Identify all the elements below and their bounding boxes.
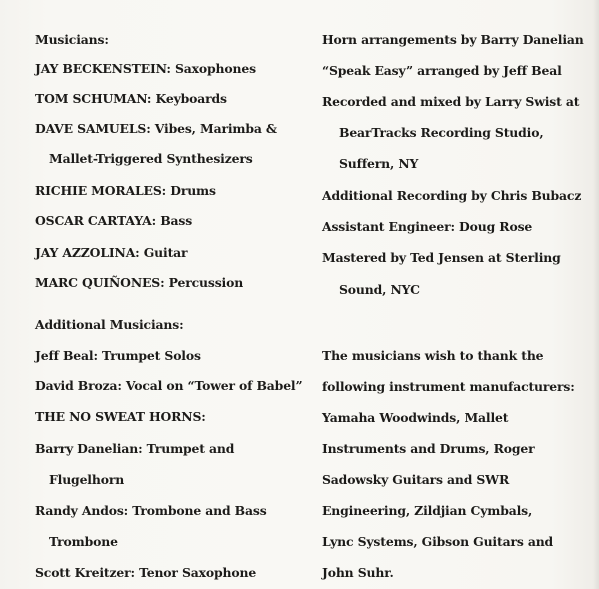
production-line: Assistant Engineer: Doug Rose (322, 219, 533, 234)
page-edge-shadow (593, 0, 599, 589)
credit-line: DAVE SAMUELS: Vibes, Marimba & (35, 121, 277, 136)
credit-line: JAY AZZOLINA: Guitar (35, 245, 188, 260)
credit-line: OSCAR CARTAYA: Bass (35, 213, 193, 228)
credit-line-continued: Mallet-Triggered Synthesizers (49, 151, 253, 166)
production-line-continued: Sound, NYC (339, 282, 420, 297)
credit-line: Scott Kreitzer: Tenor Saxophone (35, 565, 257, 580)
credit-line: RICHIE MORALES: Drums (35, 183, 216, 198)
credit-line-continued: Trombone (49, 534, 118, 549)
thanks-line: Engineering, Zildjian Cymbals, (322, 503, 533, 518)
credit-line: Randy Andos: Trombone and Bass (35, 503, 267, 518)
production-line: Mastered by Ted Jensen at Sterling (322, 250, 561, 265)
thanks-line: Lync Systems, Gibson Guitars and (322, 534, 554, 549)
thanks-line: The musicians wish to thank the (322, 348, 544, 363)
credit-line: TOM SCHUMAN: Keyboards (35, 91, 227, 106)
credit-line: Barry Danelian: Trumpet and (35, 441, 235, 456)
musicians-heading: Musicians: (35, 32, 109, 47)
production-line: “Speak Easy” arranged by Jeff Beal (322, 63, 562, 78)
credit-line-continued: Flugelhorn (49, 472, 125, 487)
credit-line: JAY BECKENSTEIN: Saxophones (35, 61, 256, 76)
credit-line: David Broza: Vocal on “Tower of Babel” (35, 378, 303, 393)
credit-line: MARC QUIÑONES: Percussion (35, 275, 244, 290)
thanks-line: Sadowsky Guitars and SWR (322, 472, 510, 487)
thanks-line: Yamaha Woodwinds, Mallet (322, 410, 509, 425)
thanks-line: John Suhr. (322, 565, 394, 580)
production-line-continued: Suffern, NY (339, 156, 419, 171)
horn-section-heading: THE NO SWEAT HORNS: (35, 409, 206, 424)
production-line: Additional Recording by Chris Bubacz (322, 188, 582, 203)
additional-musicians-heading: Additional Musicians: (35, 317, 184, 332)
production-line-continued: BearTracks Recording Studio, (339, 125, 544, 140)
production-line: Recorded and mixed by Larry Swist at (322, 94, 580, 109)
credit-line: Jeff Beal: Trumpet Solos (35, 348, 201, 363)
production-line: Horn arrangements by Barry Danelian (322, 32, 584, 47)
thanks-line: following instrument manufacturers: (322, 379, 575, 394)
thanks-line: Instruments and Drums, Roger (322, 441, 535, 456)
